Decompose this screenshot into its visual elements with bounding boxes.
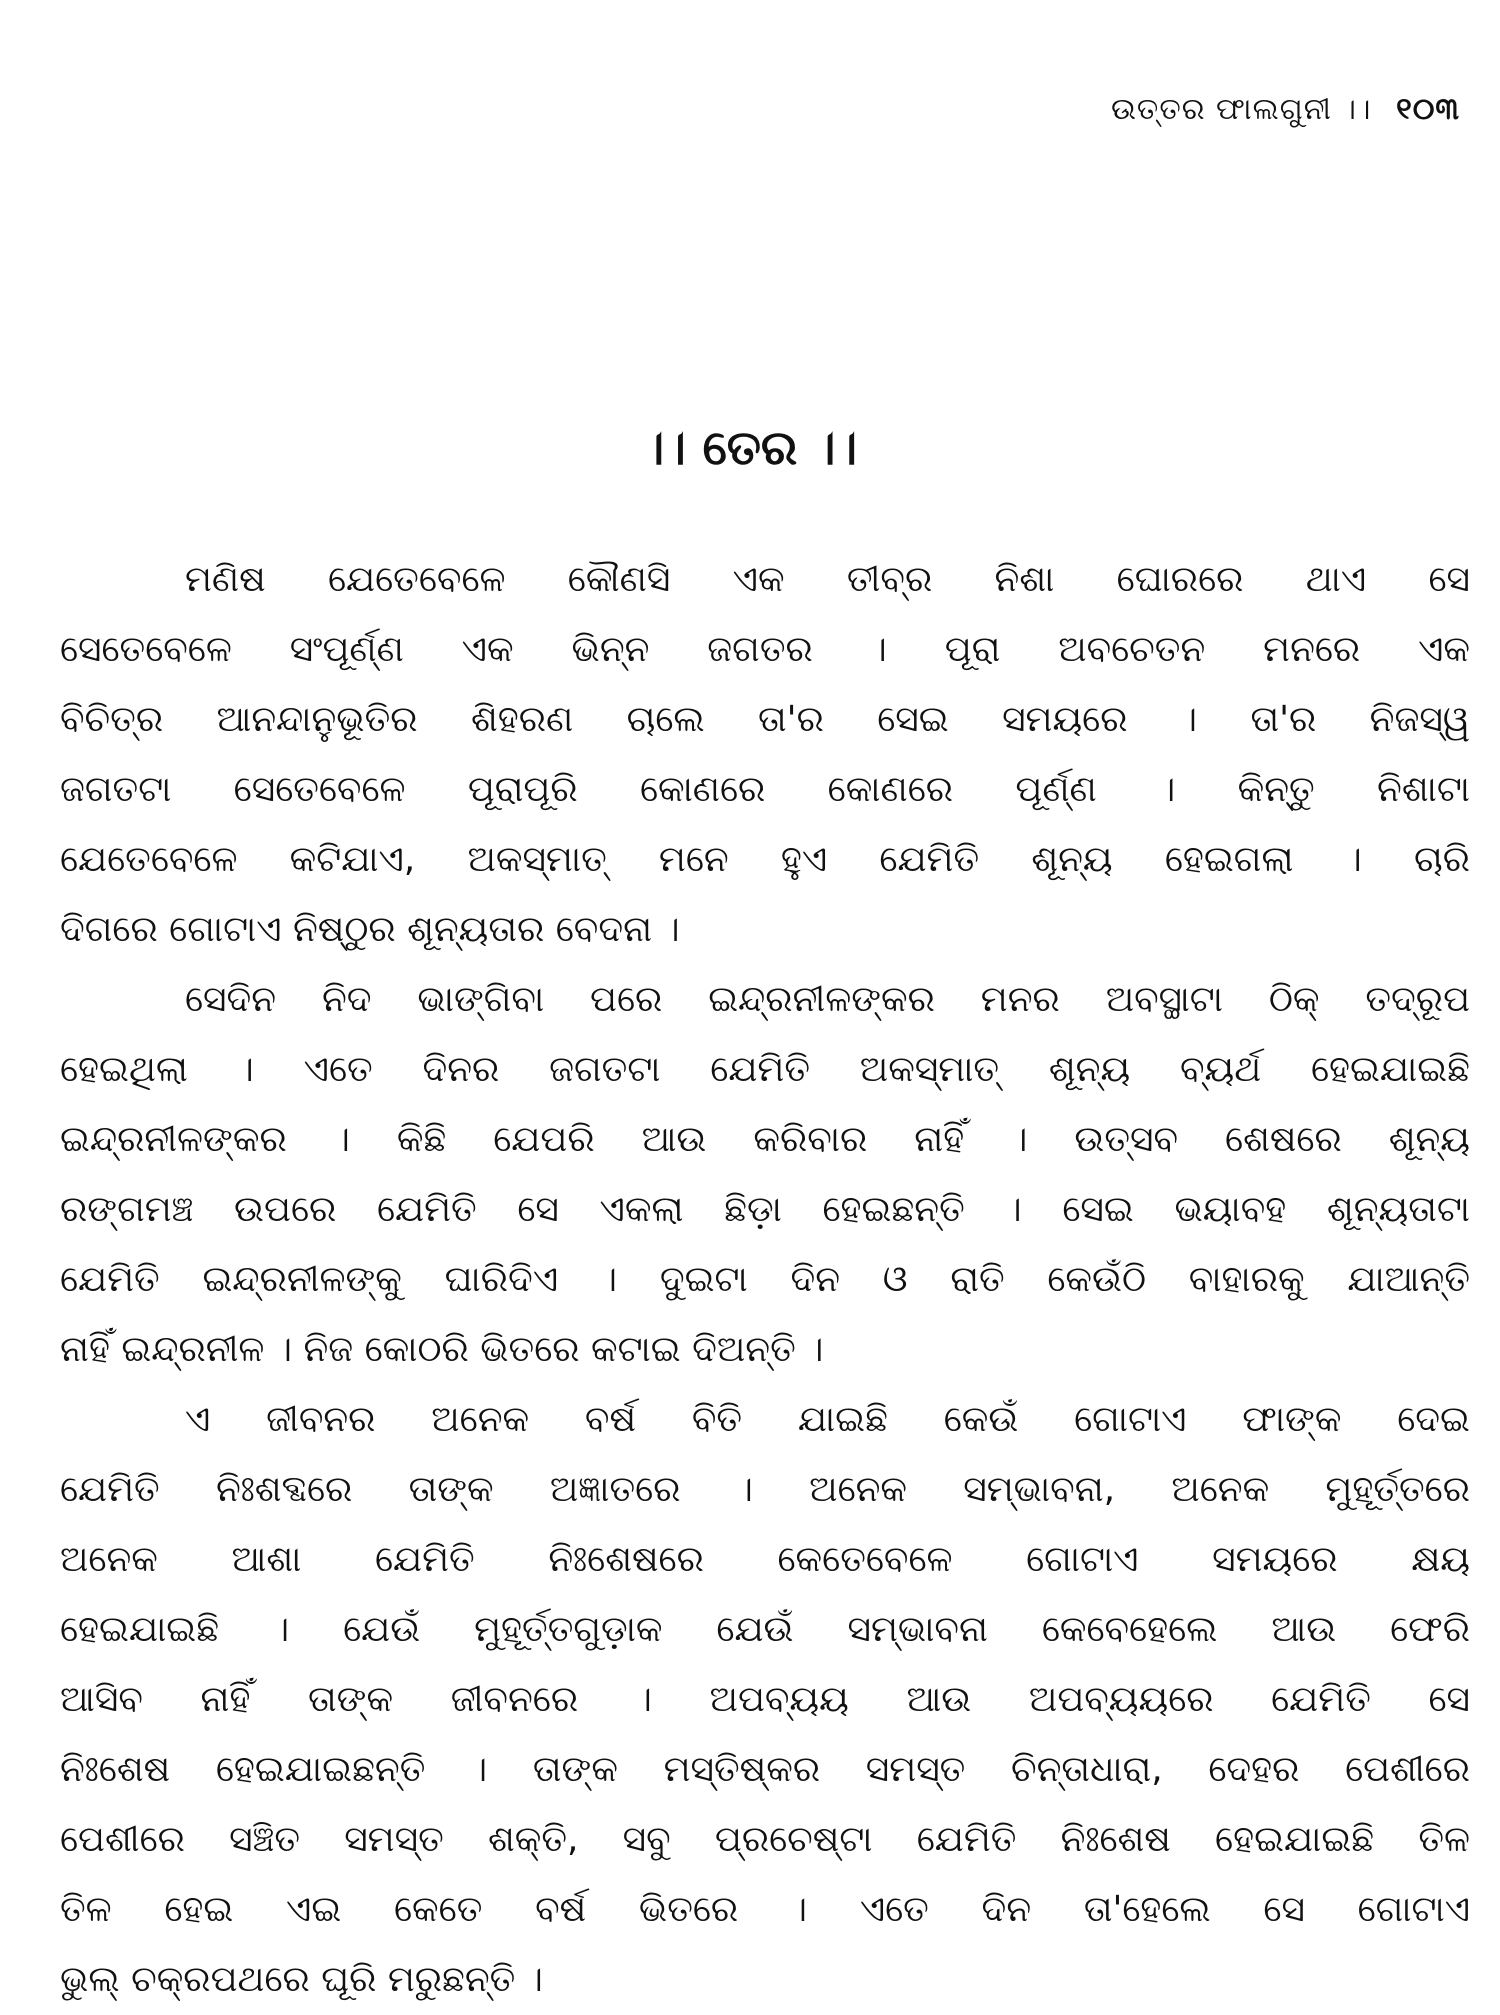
text-line: ପେଶୀରେ ସଞ୍ଚିତ ସମସ୍ତ ଶକ୍ତି, ସବୁ ପ୍ରଚେଷ୍ଟା ଯେମିତି ନିଃଶେଷ ହେଇଯାଇଛି ତିଳ <box>60 1819 1470 1860</box>
page-number: ୧୦୩ <box>1396 92 1460 127</box>
text-line: ବିଚିତ୍ର ଆନନ୍ଦାନୁଭୂତିର ଶିହରଣ ଚାଲେ ତା'ର ସେଇ ସମୟରେ । ତା'ର ନିଜସ୍ୱ <box>60 699 1470 740</box>
text-line: ଆସିବ ନାହିଁ ତାଙ୍କ ଜୀବନରେ । ଅପବ୍ୟୟ ଆଉ ଅପବ୍ୟୟରେ ଯେମିତି ସେ <box>60 1679 1470 1720</box>
text-line: ସେତେବେଳେ ସଂପୂର୍ଣ୍ଣ ଏକ ଭିନ୍ନ ଜଗତର । ପୂରା ଅବଚେତନ ମନରେ ଏକ <box>60 629 1470 670</box>
text-line: ଭୁଲ୍ ଚକ୍ରପଥରେ ଘୂରି ମରୁଛନ୍ତି । <box>60 1959 543 2000</box>
text-line: ହେଇଥିଲା । ଏତେ ଦିନର ଜଗତଟା ଯେମିତି ଅକସ୍ମାତ୍ ଶୂନ୍ୟ ବ୍ୟର୍ଥ ହେଇଯାଇଛି <box>60 1049 1470 1090</box>
text-line: ନାହିଁ ଇନ୍ଦ୍ରନୀଳ । ନିଜ କୋଠରି ଭିତରେ କଟାଇ ଦିଅନ୍ତି । <box>60 1329 824 1370</box>
text-line: ସେଦିନ ନିଦ ଭାଙ୍ଗିବା ପରେ ଇନ୍ଦ୍ରନୀଳଙ୍କର ମନର ଅବସ୍ଥାଟା ଠିକ୍ ତଦ୍ରୂପ <box>185 979 1470 1020</box>
text-line: ଜଗତଟା ସେତେବେଳେ ପୂରାପୂରି କୋଣରେ କୋଣରେ ପୂର୍ଣ୍ଣ । କିନ୍ତୁ ନିଶାଟା <box>60 769 1470 810</box>
running-header <box>1111 92 1460 127</box>
text-line: ଅନେକ ଆଶା ଯେମିତି ନିଃଶେଷରେ କେତେବେଳେ ଗୋଟାଏ ସମୟରେ କ୍ଷୟ <box>60 1539 1470 1580</box>
text-line: ଇନ୍ଦ୍ରନୀଳଙ୍କର । କିଛି ଯେପରି ଆଉ କରିବାର ନାହିଁ । ଉତ୍ସବ ଶେଷରେ ଶୂନ୍ୟ <box>60 1119 1470 1160</box>
text-line: ମଣିଷ ଯେତେବେଳେ କୌଣସି ଏକ ତୀବ୍ର ନିଶା ଘୋରରେ ଥାଏ ସେ <box>185 559 1470 600</box>
chapter-heading: ।। ତେର ।। <box>642 420 858 476</box>
paragraph-2 <box>60 965 1470 1385</box>
text-line: ନିଃଶେଷ ହେଇଯାଇଛନ୍ତି । ତାଙ୍କ ମସ୍ତିଷ୍କର ସମସ୍ତ ଚିନ୍ତାଧାରା, ଦେହର ପେଶୀରେ <box>60 1749 1470 1790</box>
running-title: ଉତ୍ତର ଫାଲଗୁନୀ ।। <box>1110 92 1372 127</box>
text-line: ଯେମିତି ନିଃଶବ୍ଦରେ ତାଙ୍କ ଅଜ୍ଞାତରେ । ଅନେକ ସମ୍ଭାବନା, ଅନେକ ମୁହୂର୍ତ୍ତରେ <box>60 1469 1470 1510</box>
text-line: ଦିଗରେ ଗୋଟାଏ ନିଷ୍ଠୁର ଶୂନ୍ୟତାର ବେଦନା । <box>60 909 680 950</box>
body-text <box>60 545 1470 2015</box>
text-line: ତିଳ ହେଇ ଏଇ କେତେ ବର୍ଷ ଭିତରେ । ଏତେ ଦିନ ତା'ହେଲେ ସେ ଗୋଟାଏ <box>60 1889 1470 1930</box>
text-line: ଯେତେବେଳେ କଟିଯାଏ, ଅକସ୍ମାତ୍ ମନେ ହୁଏ ଯେମିତି ଶୂନ୍ୟ ହେଇଗଲା । ଚାରି <box>60 839 1470 880</box>
text-line: ହେଇଯାଇଛି । ଯେଉଁ ମୁହୂର୍ତ୍ତଗୁଡ଼ାକ ଯେଉଁ ସମ୍ଭାବନା କେବେହେଲେ ଆଉ ଫେରି <box>60 1609 1470 1650</box>
text-line: ରଙ୍ଗମଞ୍ଚ ଉପରେ ଯେମିତି ସେ ଏକଲା ଛିଡ଼ା ହେଇଛନ୍ତି । ସେଇ ଭୟାବହ ଶୂନ୍ୟତାଟା <box>60 1189 1470 1230</box>
paragraph-3 <box>60 1385 1470 2015</box>
text-line: ଏ ଜୀବନର ଅନେକ ବର୍ଷ ବିତି ଯାଇଛି କେଉଁ ଗୋଟାଏ ଫାଙ୍କ ଦେଇ <box>185 1399 1470 1440</box>
paragraph-1 <box>60 545 1470 965</box>
text-line: ଯେମିତି ଇନ୍ଦ୍ରନୀଳଙ୍କୁ ଘାରିଦିଏ । ଦୁଇଟା ଦିନ ଓ ରାତି କେଉଁଠି ବାହାରକୁ ଯାଆନ୍ତି <box>60 1259 1470 1300</box>
